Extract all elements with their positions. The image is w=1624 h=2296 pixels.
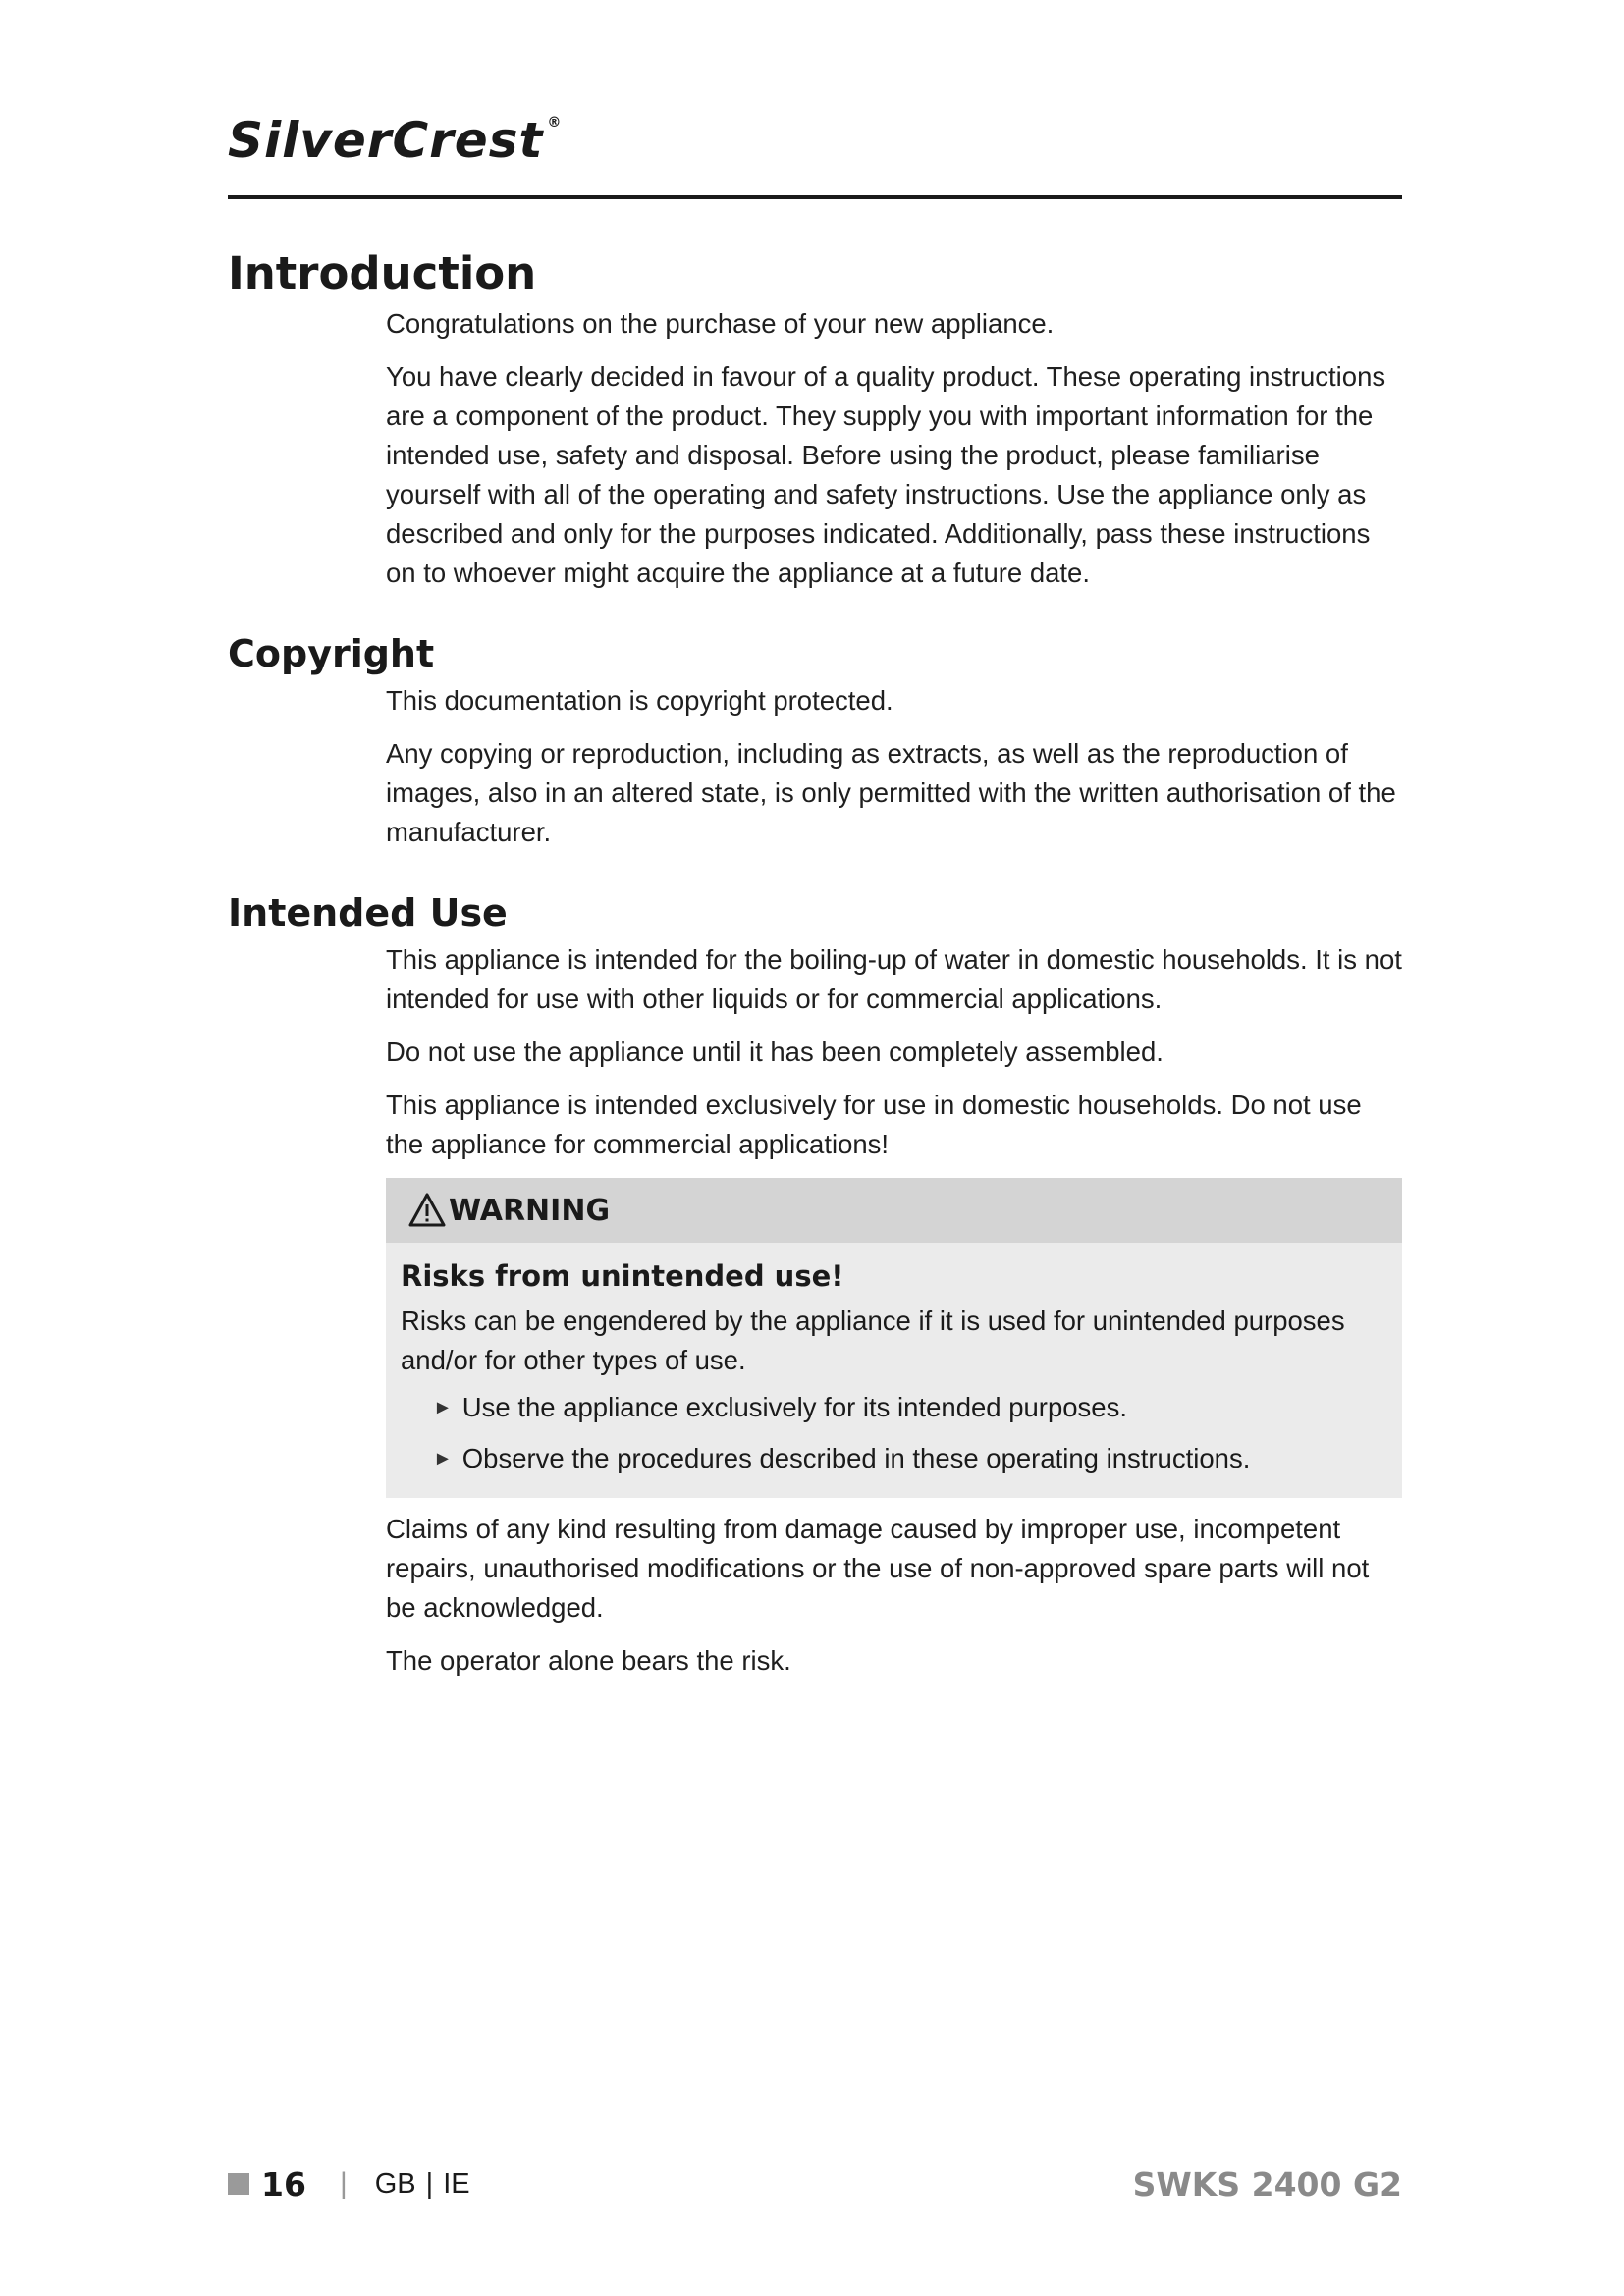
warning-header <box>386 1178 1402 1243</box>
warning-body <box>386 1243 1402 1498</box>
warning-triangle-icon <box>407 1192 447 1229</box>
introduction-paragraph: You have clearly decided in favour of a quality product. These operating instructions are a component of the product. They supply you with important information for the intended use, safety and disposal. Before using the product, please familiarise yourself with all of the operating and safety instructions. Use the appliance only as described and only for the purposes indicated. Additionally, pass these instructions on to whoever might acquire the appliance at a future date. <box>386 361 1386 588</box>
footer-separator: | <box>339 2167 348 2200</box>
introduction-heading: Introduction <box>228 247 537 299</box>
brand-name: SilverCrest <box>228 112 544 169</box>
warning-bullet <box>433 1439 1386 1478</box>
warning-box <box>386 1178 1402 1498</box>
copyright-heading: Copyright <box>228 632 435 675</box>
footer-square-icon <box>228 2173 249 2195</box>
warning-bullet <box>433 1388 1386 1427</box>
copyright-paragraph: Any copying or reproduction, including as extracts, as well as the reproduction of images, also in an altered state, is only permitted with the written authorisation of the manufacturer. <box>386 738 1396 847</box>
bullet-arrow-icon: ► <box>433 1448 453 1469</box>
copyright-body <box>386 681 1402 852</box>
intended-use-paragraph: This appliance is intended for the boiling-up of water in domestic households. It is not intended for use with other liquids or for commercial applications. <box>386 944 1402 1014</box>
warning-subtitle: Risks from unintended use! <box>401 1259 844 1293</box>
registered-mark: ® <box>547 115 563 131</box>
language-code: IE <box>443 2167 470 2200</box>
language-separator: | <box>425 2167 434 2200</box>
header-divider <box>228 195 1402 199</box>
brand-logo <box>228 112 563 169</box>
introduction-paragraph: Congratulations on the purchase of your new appliance. <box>386 308 1055 339</box>
warning-text: Risks can be engendered by the appliance if it is used for unintended purposes and/or for other types of use. <box>401 1306 1345 1375</box>
intended-use-heading: Intended Use <box>228 891 508 934</box>
intended-use-paragraph: Do not use the appliance until it has been completely assembled. <box>386 1037 1164 1067</box>
warning-label: WARNING <box>449 1193 611 1228</box>
intended-use-paragraph: The operator alone bears the risk. <box>386 1645 791 1676</box>
language-code: GB <box>374 2167 416 2200</box>
warning-bullet-text: Observe the procedures described in these operating instructions. <box>461 1443 1251 1473</box>
page-content <box>228 243 1402 1694</box>
intended-use-paragraph: Claims of any kind resulting from damage caused by improper use, incompetent repairs, unauthorised modifications or the use of non-approved spare parts will not be acknowledged. <box>386 1514 1370 1623</box>
intended-use-paragraph: This appliance is intended exclusively for use in domestic households. Do not use the appliance for commercial applications! <box>386 1090 1362 1159</box>
copyright-paragraph: This documentation is copyright protected. <box>386 685 893 716</box>
page-footer <box>228 2160 1402 2209</box>
model-number: SWKS 2400 G2 <box>1132 2164 1402 2204</box>
introduction-body <box>386 304 1402 593</box>
warning-bullet-text: Use the appliance exclusively for its intended purposes. <box>461 1392 1127 1422</box>
bullet-arrow-icon: ► <box>433 1397 453 1418</box>
intended-use-body <box>386 940 1402 1681</box>
page-number: 16 <box>261 2164 306 2204</box>
